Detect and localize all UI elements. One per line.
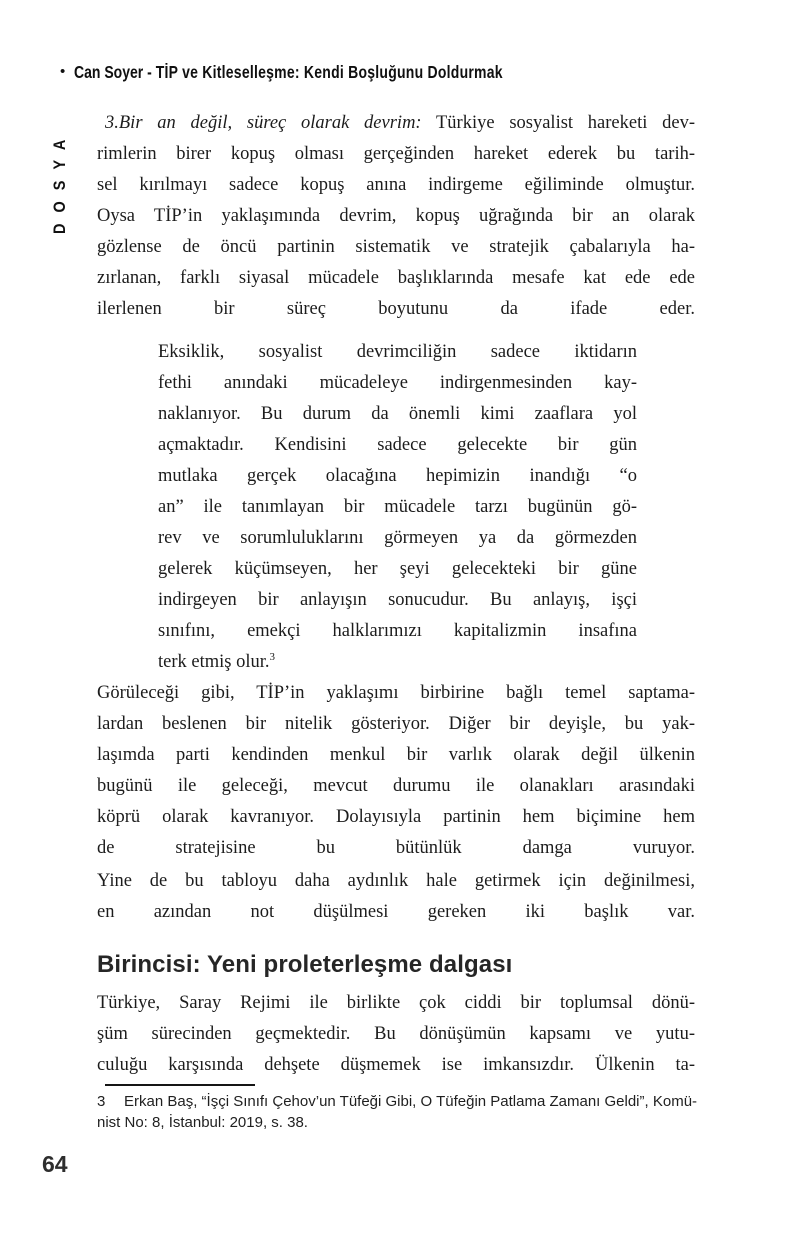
text-line: indirgeyen bir anlayışın sonucudur. Bu anlayış, işçi [158,590,637,610]
text-line: şüm sürecinden geçmektedir. Bu dönüşümün kapsamı ve yutu- [97,1024,695,1044]
section-tab-dosya: DOSYA [50,128,69,234]
paragraph-two-topics [97,866,695,928]
header-text [74,62,503,83]
paragraph-intro [97,108,695,325]
text-line [158,647,637,678]
text-line: sel kırılmayı sadece kopuş anına indirgeme eğiliminde olmuştur. [97,175,695,195]
text-line: Oysa TİP’in yaklaşımında devrim, kopuş uğrağında bir an olarak [97,206,695,226]
footnote-rule [105,1084,255,1086]
paragraph-saray-rejimi [97,988,695,1081]
page-number: 64 [42,1151,68,1177]
text-line: Eksiklik, sosyalist devrimciliğin sadece iktidarın [158,342,637,362]
text-line: gelerek küçümseyen, her şeyi gelecekteki bir güne [158,559,637,579]
footnote [97,1091,755,1133]
header-author: Can Soyer - [74,62,156,82]
footnote-line [97,1091,755,1112]
text-line: açmaktadır. Kendisini sadece gelecekte bir gün [158,435,637,455]
paragraph-intro-lines [97,139,695,325]
running-header [60,62,610,83]
paragraph-approach [97,678,695,864]
text-line: de stratejisine bu bütünlük damga vuruyor. [97,838,695,858]
text-line: fethi anındaki mücadeleye indirgenmesinden kay- [158,373,637,393]
text-column [97,108,698,1133]
text-line: lardan beslenen bir nitelik gösteriyor. Diğer bir deyişle, bu yak- [97,714,695,734]
text-line: sınıfını, emekçi halklarımızı kapitalizmin insafına [158,621,637,641]
text-line: köprü olarak kavranıyor. Dolayısıyla partinin hem biçimine hem [97,807,695,827]
blockquote [158,337,637,678]
text-line: bugünü ile geleceği, mevcut durumu ile olanakları arasındaki [97,776,695,796]
paragraph-lead-italic: 3.Bir an değil, süreç olarak devrim: [105,113,422,133]
text-line: gözlense de öncü partinin sistematik ve stratejik çabalarıyla ha- [97,237,695,257]
text-line: rimlerin birer kopuş olması gerçeğinden hareket ederek bu tarih- [97,144,695,164]
text-line: laşımda parti kendinden menkul bir varlık olarak değil ülkenin [97,745,695,765]
blockquote-last-line: terk etmiş olur. [158,652,270,672]
footnote-line: nist No: 8, İstanbul: 2019, s. 38. [97,1114,308,1131]
text-line: en azından not düşülmesi gereken iki başlık var. [97,902,695,922]
text-line: rev ve sorumluluklarını görmeyen ya da görmezden [158,528,637,548]
text-line: zırlanan, farklı siyasal mücadele başlıklarında mesafe kat ede ede [97,268,695,288]
text-line: Görüleceği gibi, TİP’in yaklaşımı birbirine bağlı temel saptama- [97,683,695,703]
text-line: culuğu karşısında dehşete düşmemek ise imkansızdır. Ülkenin ta- [97,1055,695,1075]
footnote-text: Erkan Baş, “İşçi Sınıfı Çehov’un Tüfeği Gibi, O Tüfeğin Patlama Zamanı Geldi”, Komü- [124,1093,698,1110]
text-line: ilerlenen bir süreç boyutunu da ifade eder. [97,299,695,319]
text-line: mutlaka gerçek olacağına hepimizin inandığı “o [158,466,637,486]
footnote-marker: 3 [97,1093,106,1110]
footnote-reference[interactable]: 3 [269,650,275,663]
header-bullet-icon: • [60,63,66,80]
text-line: naklanıyor. Bu durum da önemli kimi zaaflara yol [158,404,637,424]
section-heading: Birincisi: Yeni proleterleşme dalgası [97,951,513,978]
blockquote-lines [158,337,637,647]
paragraph-lead-rest: Türkiye sosyalist hareketi dev- [421,113,695,133]
text-line: Türkiye, Saray Rejimi ile birlikte çok ciddi bir toplumsal dönü- [97,993,695,1013]
text-line: an” ile tanımlayan bir mücadele tarzı bugünün gö- [158,497,637,517]
text-line [97,108,695,139]
text-line: Yine de bu tabloyu daha aydınlık hale getirmek için değinilmesi, [97,871,695,891]
header-article-title: TİP ve Kitleselleşme: Kendi Boşluğunu Doldurmak [155,62,504,82]
